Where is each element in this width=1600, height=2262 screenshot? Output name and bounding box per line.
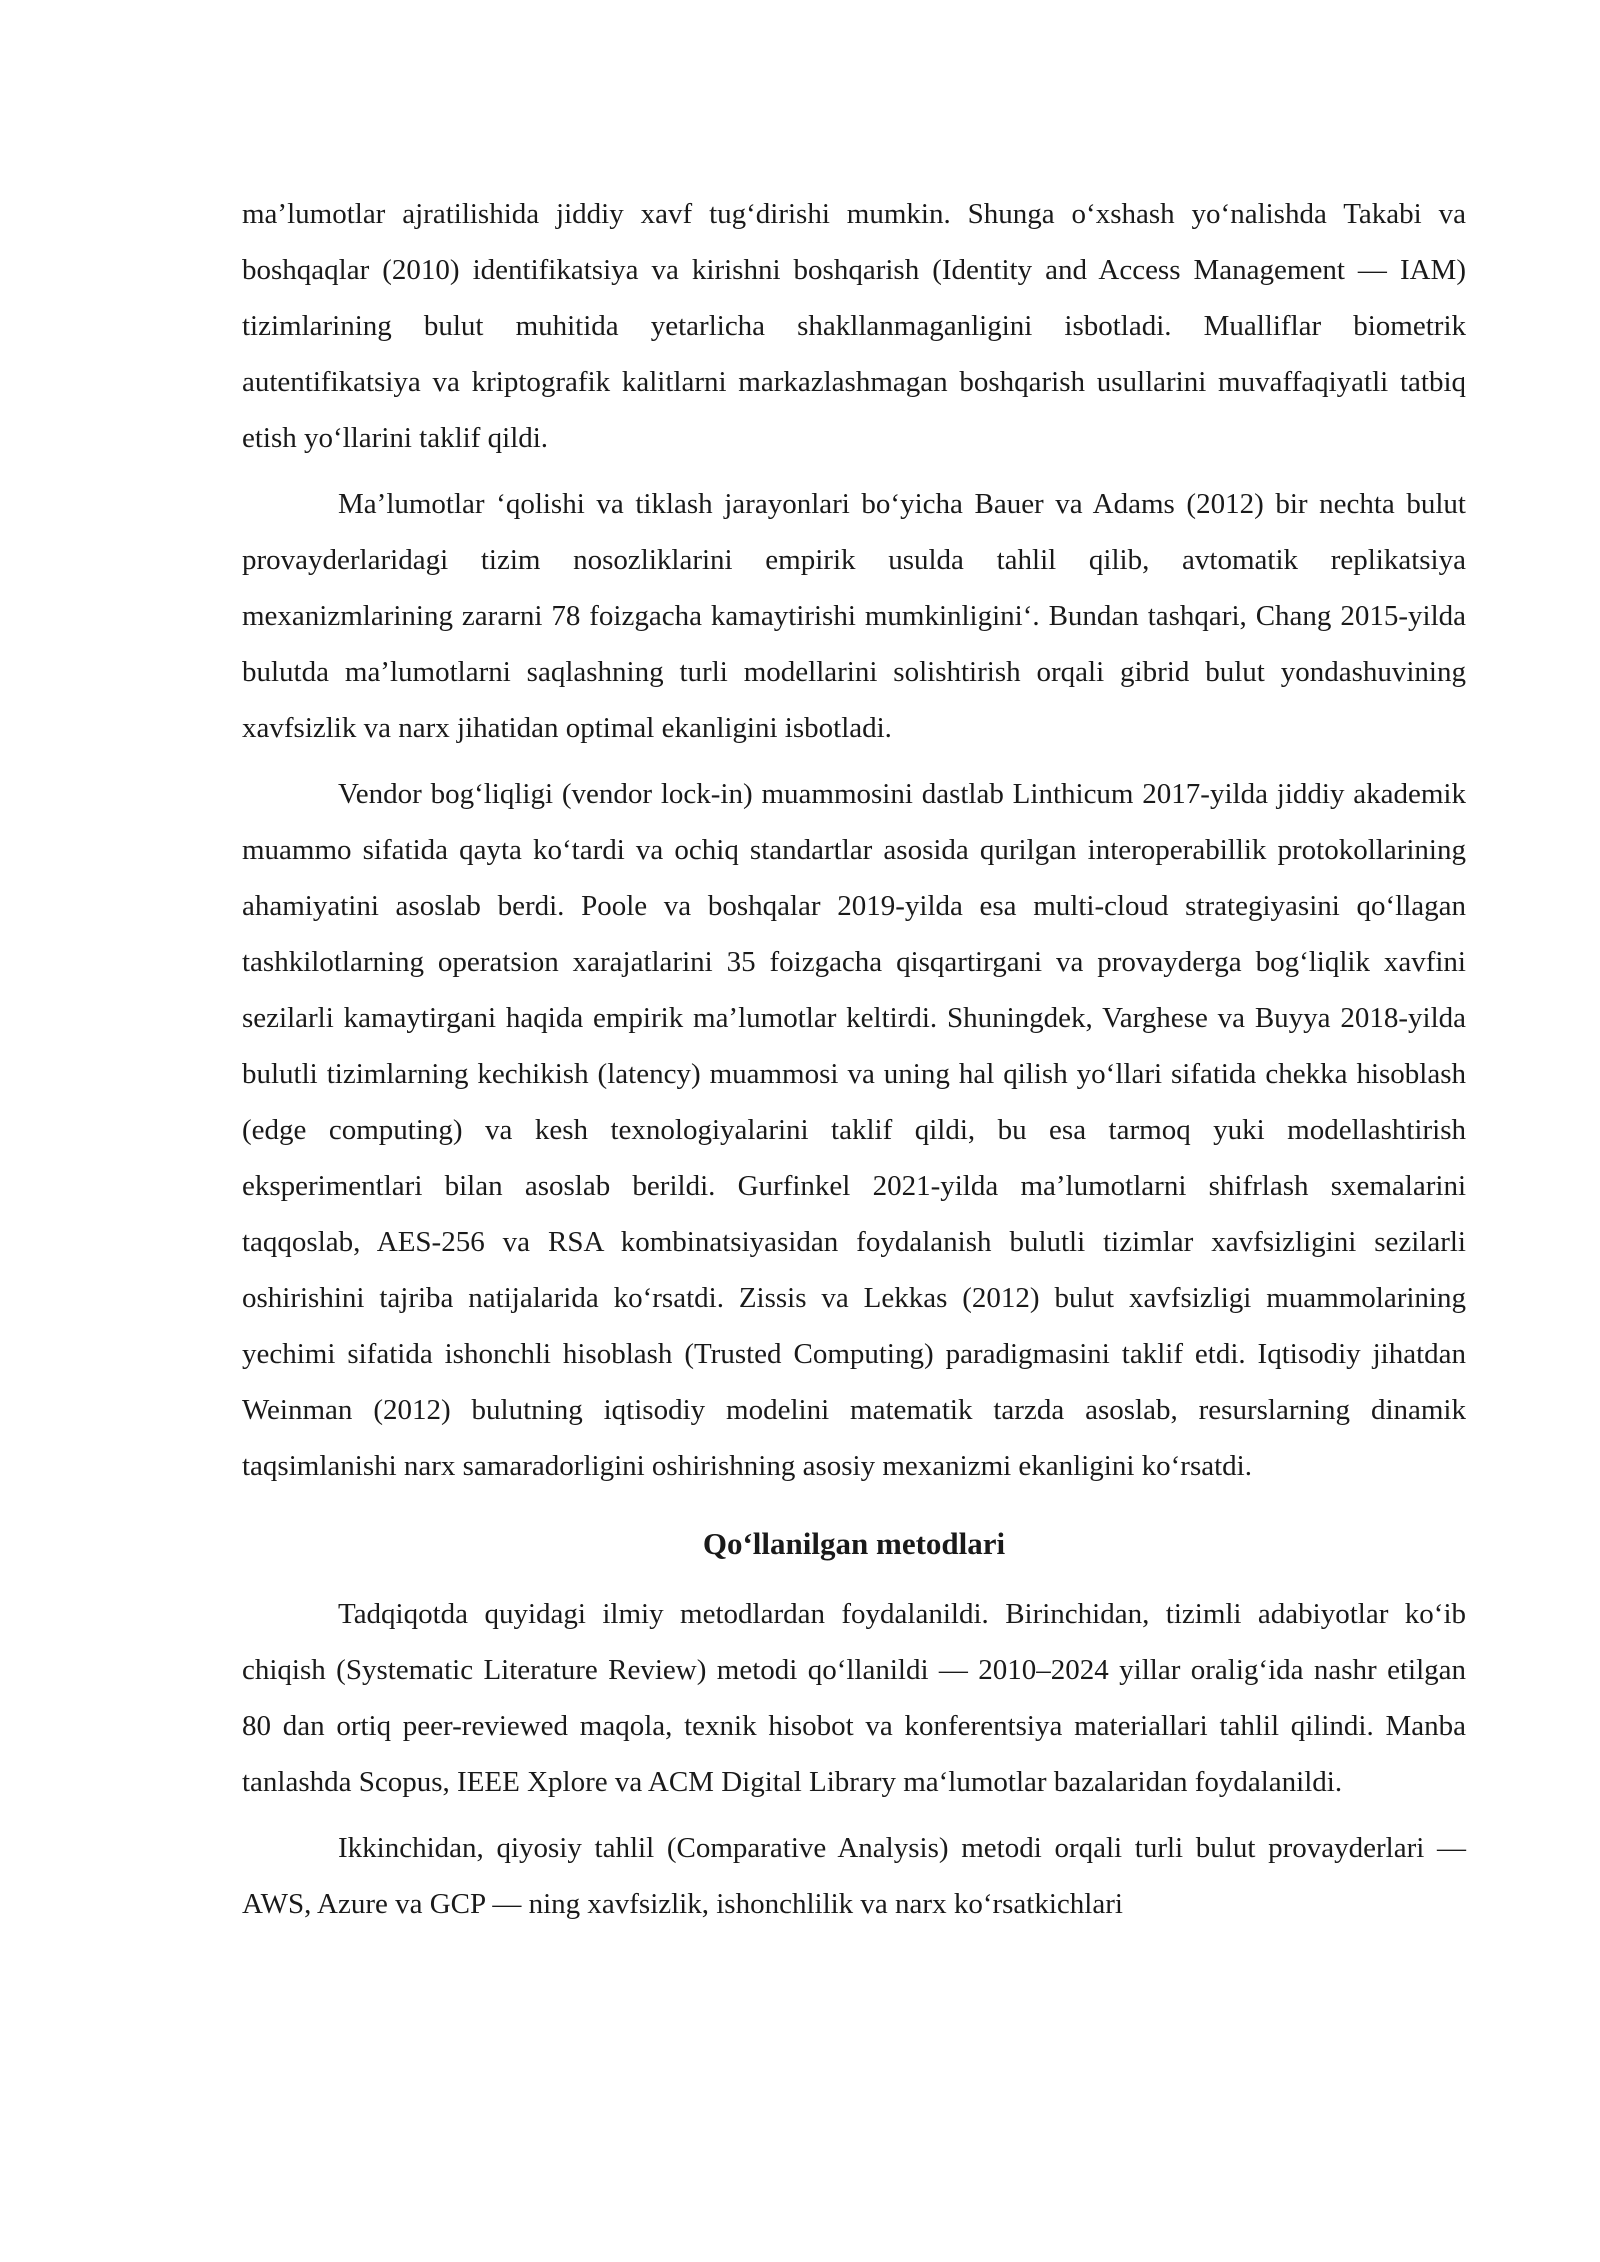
document-page [242, 186, 1466, 1942]
paragraph-5: Ikkinchidan, qiyosiy tahlil (Comparative Analysis) metodi orqali turli bulut provayderlari — AWS, Azure va GCP — ning xavfsizlik, ishonchlilik va narx ko‘rsatkichlari [242, 1832, 1466, 1920]
paragraph-1: ma’lumotlar ajratilishida jiddiy xavf tug‘dirishi mumkin. Shunga o‘xshash yo‘nalishda Takabi va boshqaqlar (2010) identifikatsiya va kirishni boshqarish (Identity and Access Management — IAM) tizimlarining bulut muhitida yetarlicha shakllanmaganligini isbotladi. Mualliflar biometrik autentifikatsiya va kriptografik kalitlarni markazlashmagan boshqarish usullarini muvaffaqiyatli tatbiq etish yo‘llarini taklif qildi. [242, 198, 1466, 454]
paragraph-2: Ma’lumotlar ‘qolishi va tiklash jarayonlari bo‘yicha Bauer va Adams (2012) bir nechta bulut provayderlaridagi tizim nosozliklarini empirik usulda tahlil qilib, avtomatik replikatsiya mexanizmlarining zararni 78 foizgacha kamaytirishi mumkinligini‘. Bundan tashqari, Chang 2015-yilda bulutda ma’lumotlarni saqlashning turli modellarini solishtirish orqali gibrid bulut yondashuvining xavfsizlik va narx jihatidan optimal ekanligini isbotladi. [242, 488, 1466, 744]
section-heading: Qo‘llanilgan metodlari [702, 1526, 1006, 1561]
paragraph-4: Tadqiqotda quyidagi ilmiy metodlardan foydalanildi. Birinchidan, tizimli adabiyotlar ko‘ib chiqish (Systematic Literature Review) metodi qo‘llanildi — 2010–2024 yillar oralig‘ida nashr etilgan 80 dan ortiq peer-reviewed maqola, texnik hisobot va konferentsiya materiallari tahlil qilindi. Manba tanlashda Scopus, IEEE Xplore va ACM Digital Library ma‘lumotlar bazalaridan foydalanildi. [242, 1598, 1466, 1798]
paragraph-3: Vendor bog‘liqligi (vendor lock-in) muammosini dastlab Linthicum 2017-yilda jiddiy akademik muammo sifatida qayta ko‘tardi va ochiq standartlar asosida qurilgan interoperabillik protokollarining ahamiyatini asoslab berdi. Poole va boshqalar 2019-yilda esa multi-cloud strategiyasini qo‘llagan tashkilotlarning operatsion xarajatlarini 35 foizgacha qisqartirgani va provayderga bog‘liqlik xavfini sezilarli kamaytirgani haqida empirik ma’lumotlar keltirdi. Shuningdek, Varghese va Buyya 2018-yilda bulutli tizimlarning kechikish (latency) muammosi va uning hal qilish yo‘llari sifatida chekka hisoblash (edge computing) va kesh texnologiyalarini taklif qildi, bu esa tarmoq yuki modellashtirish eksperimentlari bilan asoslab berildi. Gurfinkel 2021-yilda ma’lumotlarni shifrlash sxemalarini taqqoslab, AES-256 va RSA kombinatsiyasidan foydalanish bulutli tizimlar xavfsizligini sezilarli oshirishini tajriba natijalarida ko‘rsatdi. Zissis va Lekkas (2012) bulut xavfsizligi muammolarining yechimi sifatida ishonchli hisoblash (Trusted Computing) paradigmasini taklif etdi. Iqtisodiy jihatdan Weinman (2012) bulutning iqtisodiy modelini matematik tarzda asoslab, resurslarning dinamik taqsimlanishi narx samaradorligini oshirishning asosiy mexanizmi ekanligini ko‘rsatdi. [242, 778, 1466, 1482]
